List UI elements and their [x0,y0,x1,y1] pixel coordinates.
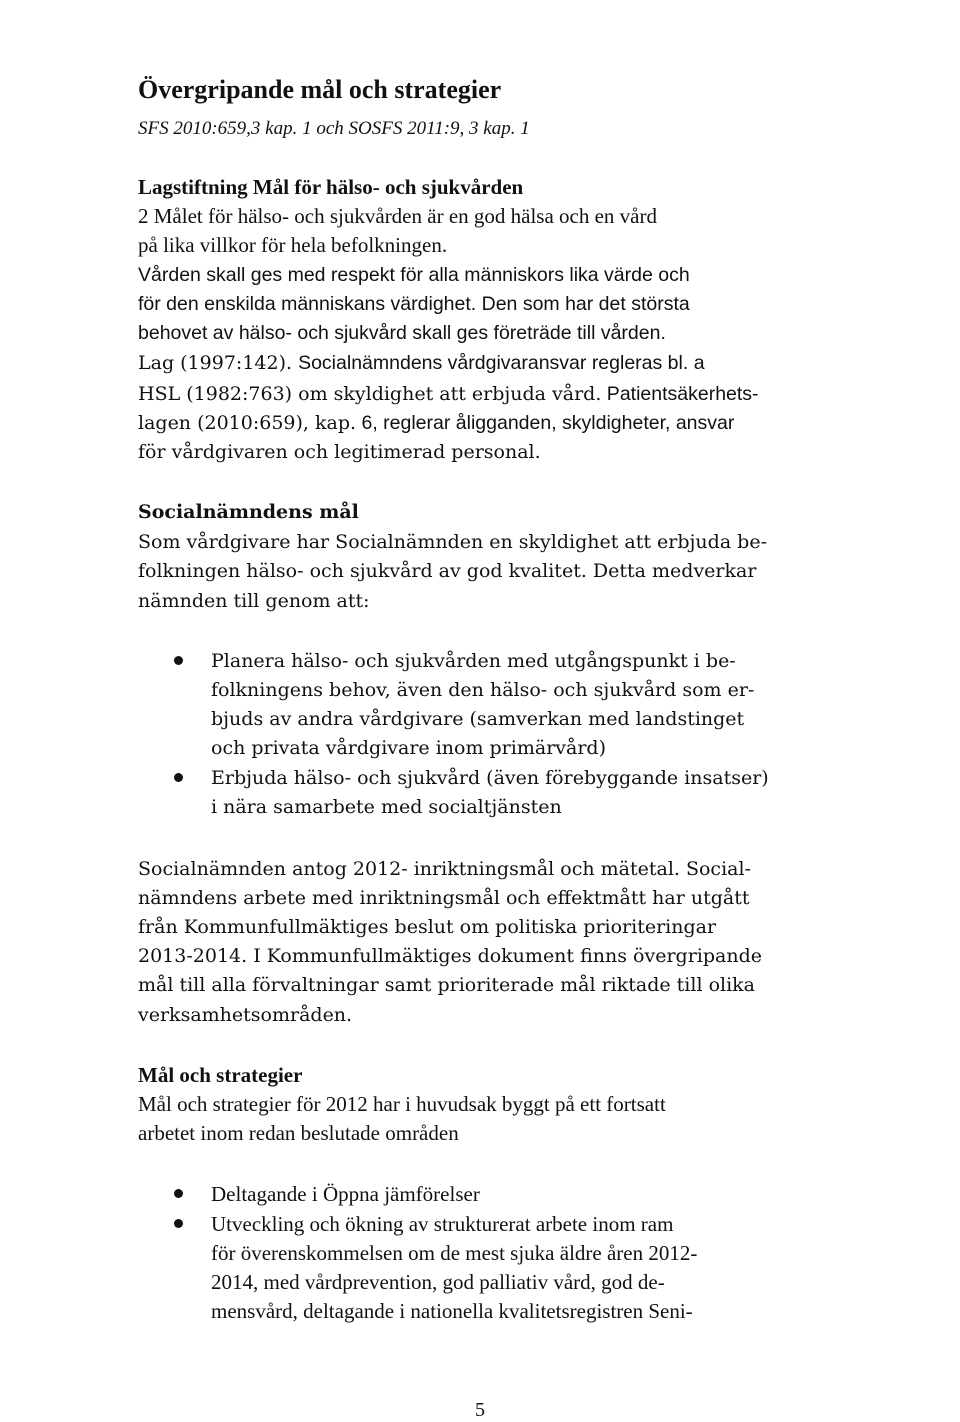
legislation-line: 2 Målet för hälso- och sjukvården är en god hälsa och en vård [138,204,657,228]
legislation-text: Patientsäkerhets- [601,383,759,405]
decision-line: verksamhetsområden. [138,1004,353,1026]
strategies-bullet-line: Deltagande i Öppna jämförelser [211,1182,480,1206]
strategies-bullet-line: 2014, med vårdprevention, god palliativ vård, god de- [211,1270,665,1294]
legislation-line [138,379,759,409]
strategies-bullet-line: mensvård, deltagande i nationella kvalitetsregistren Seni- [211,1299,693,1323]
legislation-text: Lag (1997:142). [138,352,299,374]
legislation-text: HSL (1982:763) om skyldighet att erbjuda vård. [138,383,602,405]
goals-bullet-line: i nära samarbete med socialtjänsten [211,796,562,818]
decision-line: Socialnämnden antog 2012- inriktningsmål och mätetal. Social- [138,858,751,880]
goals-line: folkningen hälso- och sjukvård av god kvalitet. Detta medverkar [138,560,757,582]
decision-line: från Kommunfullmäktiges beslut om politiska prioriteringar [138,916,717,938]
page-title: Övergripande mål och strategier [138,75,502,104]
decision-line: mål till alla förvaltningar samt prioriterade mål riktade till olika [138,974,756,996]
strategies-bullet-line: för överenskommelsen om de mest sjuka äldre åren 2012- [211,1241,698,1265]
legislation-text: Den som har det största [481,293,690,315]
goals-bullet-line: Erbjuda hälso- och sjukvård (även förebyggande insatser) [211,767,769,789]
goals-bullet-line: och privata vårdgivare inom primärvård) [211,737,606,759]
strategies-heading: Mål och strategier [138,1063,303,1087]
legislation-line [138,290,690,319]
legislation-line [138,349,705,378]
decision-line: nämndens arbete med inriktningsmål och effektmått har utgått [138,887,750,909]
goals-bullet-line: Planera hälso- och sjukvården med utgångspunkt i be- [211,650,736,672]
goals-line: Som vårdgivare har Socialnämnden en skyldighet att erbjuda be- [138,531,768,553]
page-subtitle: SFS 2010:659,3 kap. 1 och SOSFS 2011:9, 3 kap. 1 [138,118,530,139]
strategies-line: Mål och strategier för 2012 har i huvudsak byggt på ett fortsatt [138,1092,666,1116]
decision-line: 2013-2014. I Kommunfullmäktiges dokument finns övergripande [138,945,762,967]
legislation-text: 6, reglerar åligganden, skyldigheter, ansvar [356,412,735,434]
legislation-line [138,408,734,438]
page-number: 5 [475,1399,485,1421]
bullet-icon [174,1189,183,1198]
goals-bullet-line: folkningens behov, även den hälso- och sjukvård som er- [211,679,755,701]
legislation-text: för den enskilda människans värdighet. [138,293,477,315]
strategies-bullet-line: Utveckling och ökning av strukturerat arbete inom ram [211,1212,674,1236]
legislation-text: Socialnämndens vårdgivaransvar regleras bl. a [298,352,705,374]
strategies-line: arbetet inom redan beslutade områden [138,1121,459,1145]
legislation-line: behovet av hälso- och sjukvård skall ges företräde till vården. [138,322,666,344]
goals-line: nämnden till genom att: [138,590,370,612]
bullet-icon [174,1219,183,1228]
goals-bullet-line: bjuds av andra vårdgivare (samverkan med landstinget [211,708,745,730]
legislation-line: för vårdgivaren och legitimerad personal. [138,441,541,463]
legislation-line: på lika villkor för hela befolkningen. [138,233,448,257]
legislation-heading: Lagstiftning Mål för hälso- och sjukvården [138,175,524,199]
legislation-line: Vården skall ges med respekt för alla människors lika värde och [138,264,690,286]
bullet-icon [174,773,183,782]
legislation-text: lagen (2010:659), kap. [138,412,357,434]
goals-heading: Socialnämndens mål [138,501,359,523]
bullet-icon [174,656,183,665]
